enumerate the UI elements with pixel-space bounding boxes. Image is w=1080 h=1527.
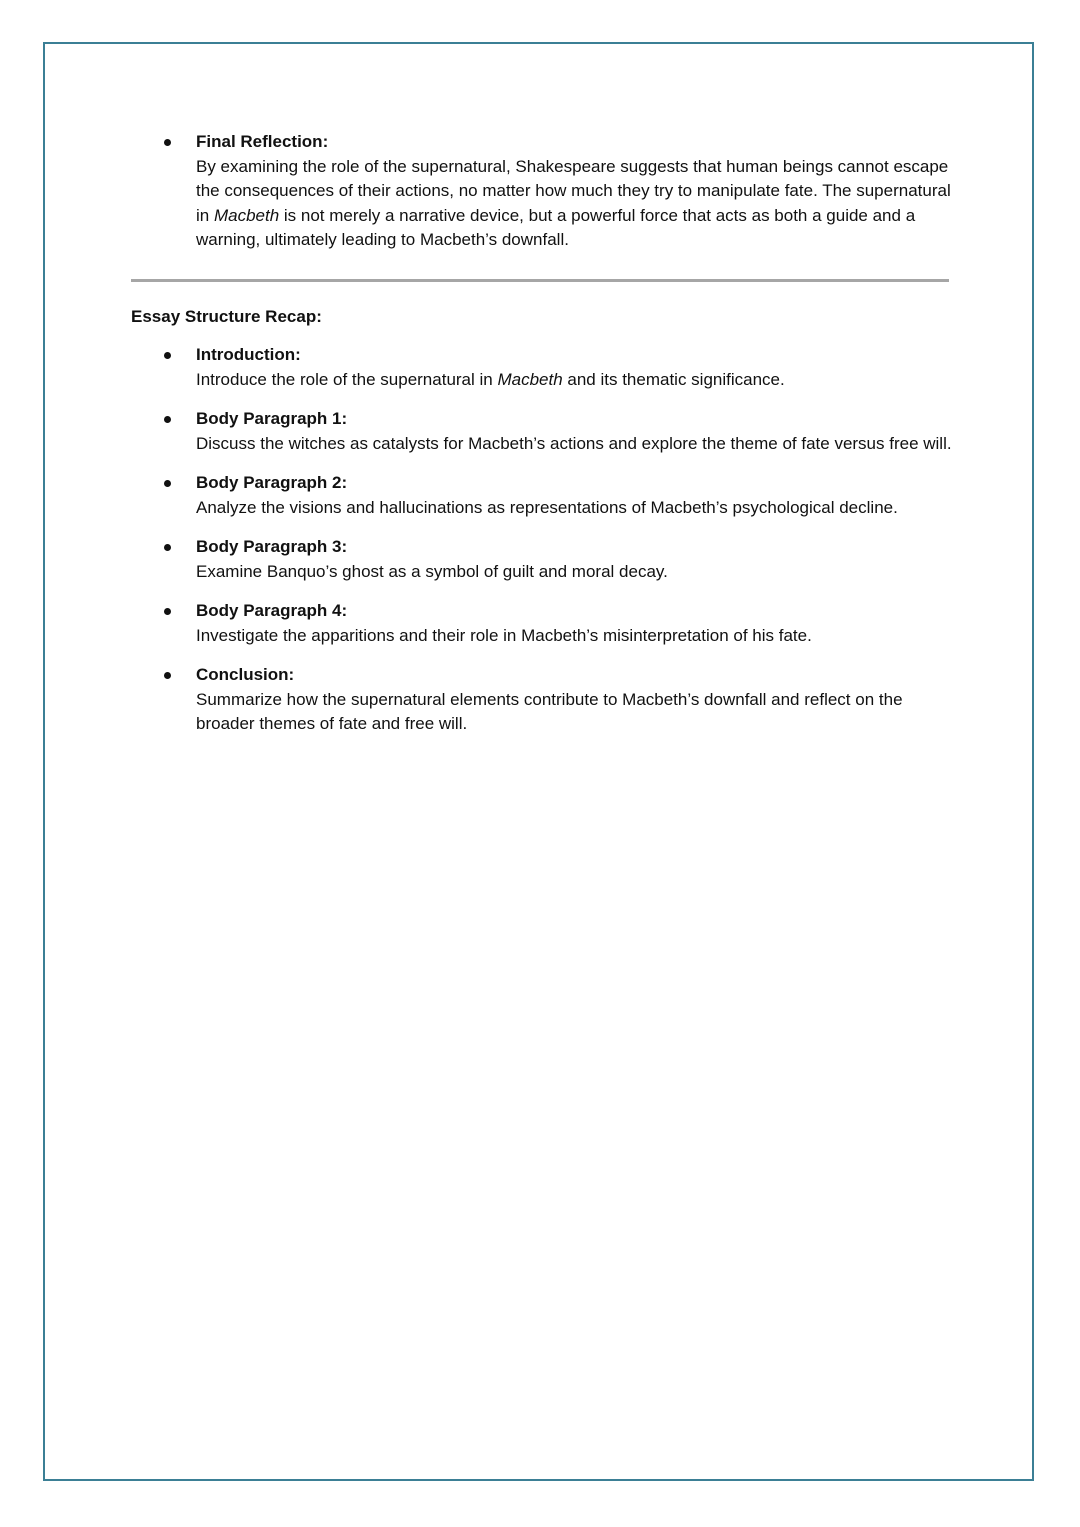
item-title: Body Paragraph 3:	[196, 537, 348, 556]
item-body: Analyze the visions and hallucinations as representations of Macbeth’s psychological decline.	[196, 497, 898, 517]
list-item-introduction	[131, 343, 961, 392]
item-title: Introduction:	[196, 345, 301, 364]
item-body: Investigate the apparitions and their role in Macbeth’s misinterpretation of his fate.	[196, 625, 812, 645]
page-border	[43, 42, 1034, 1481]
list-item-body-paragraph-3	[131, 535, 961, 584]
item-title: Body Paragraph 1:	[196, 409, 348, 428]
bullet-icon	[164, 352, 171, 359]
final-reflection-block	[131, 130, 961, 253]
list-item-conclusion	[131, 663, 961, 737]
bullet-icon	[164, 672, 171, 679]
bullet-icon	[164, 544, 171, 551]
final-reflection-title: Final Reflection:	[196, 132, 329, 151]
item-body: Summarize how the supernatural elements contribute to Macbeth’s downfall and reflect on the broader themes of fate and free will.	[196, 689, 903, 733]
list-item-body-paragraph-1	[131, 407, 961, 456]
item-title: Body Paragraph 2:	[196, 473, 348, 492]
bullet-icon	[164, 480, 171, 487]
item-body: Examine Banquo’s ghost as a symbol of guilt and moral decay.	[196, 561, 668, 581]
item-title: Conclusion:	[196, 665, 295, 684]
list-item-body-paragraph-2	[131, 471, 961, 520]
bullet-icon	[164, 416, 171, 423]
item-title: Body Paragraph 4:	[196, 601, 348, 620]
item-body: Discuss the witches as catalysts for Macbeth’s actions and explore the theme of fate versus free will.	[196, 433, 952, 453]
bullet-icon	[164, 608, 171, 615]
item-body: Introduce the role of the supernatural in Macbeth and its thematic significance.	[196, 369, 785, 389]
list-item-body-paragraph-4	[131, 599, 961, 648]
recap-list	[131, 343, 961, 752]
horizontal-divider	[131, 279, 949, 282]
bullet-icon	[164, 139, 171, 146]
recap-heading: Essay Structure Recap:	[131, 307, 322, 326]
final-reflection-body: By examining the role of the supernatural, Shakespeare suggests that human beings cannot escape the consequences of their actions, no matter how much they try to manipulate fate. The supernatural in Macbeth is not merely a narrative device, but a powerful force that acts as both a guide and a warning, ultimately leading to Macbeth’s downfall.	[196, 156, 951, 249]
list-item	[131, 130, 961, 253]
